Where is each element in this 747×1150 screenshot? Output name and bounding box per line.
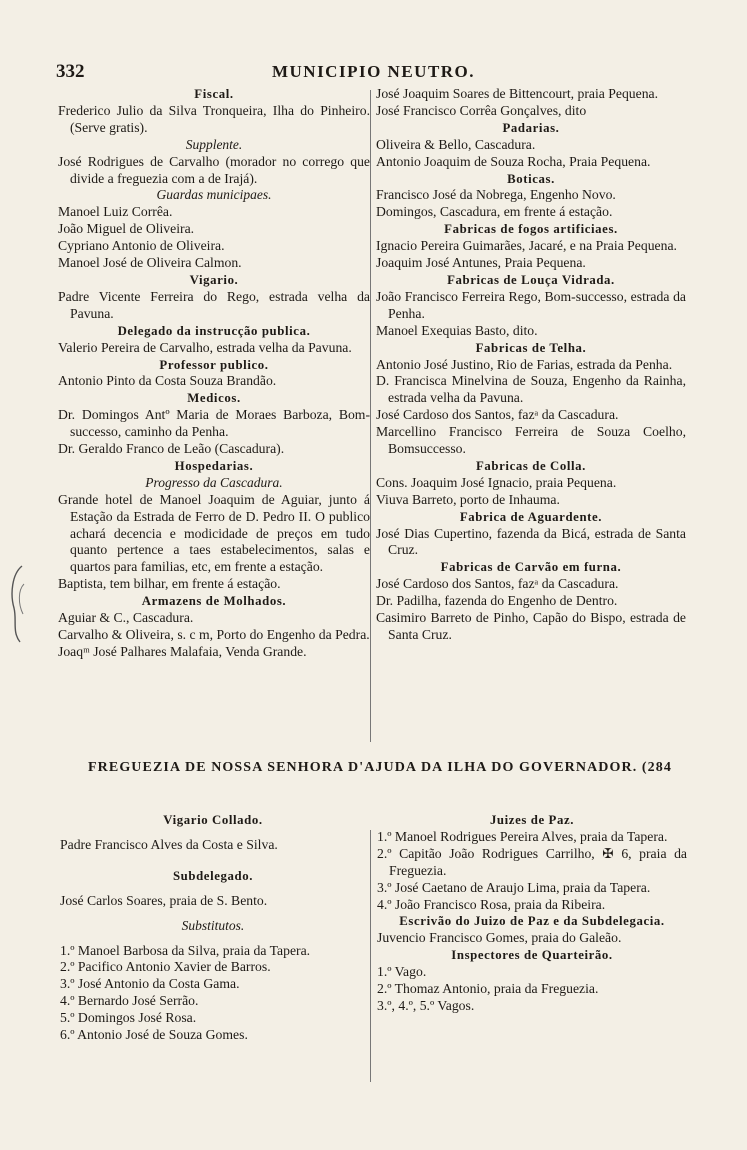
list-item: José Cardoso dos Santos, fazᵃ da Cascadura. (376, 407, 619, 423)
list-item: José Francisco Corrêa Gonçalves, dito (376, 102, 587, 118)
left-column (58, 86, 370, 661)
section-heading: Vigario. (189, 272, 239, 287)
list-item: José Joaquim Soares de Bittencourt, praia Pequena. (376, 86, 659, 101)
list-item: Grande hotel de Manoel Joaquim de Aguiar, junto á Estação da Estrada de Ferro de D. Pedro II. O publico achará decencia e modicidade de preços em tudo quanto pertence a taes estabelecimentos, salas e quartos para familias, etc, em frente a estação. (58, 491, 370, 575)
list-item: Dr. Padilha, fazenda do Engenho de Dentro. (376, 593, 618, 609)
list-item: Oliveira & Bello, Cascadura. (376, 136, 536, 152)
list-item: Antonio Joaquim de Souza Rocha, Praia Pequena. (376, 153, 651, 169)
subheading: Guardas municipaes. (156, 187, 272, 203)
list-item: 3.º José Antonio da Costa Gama. (60, 976, 240, 992)
list-item: Baptista, tem bilhar, em frente á estação. (58, 576, 281, 592)
spacer (60, 854, 366, 868)
section-heading: Padarias. (502, 120, 560, 135)
section-heading: Fabricas de Carvão em furna. (440, 560, 622, 575)
section-heading: Fabricas de Telha. (475, 340, 587, 355)
section-heading: Subdelegado. (172, 868, 254, 883)
section-heading: Medicos. (187, 391, 241, 406)
list-item: 6.º Antonio José de Souza Gomes. (60, 1027, 248, 1043)
bottom-right-column (377, 812, 687, 1015)
list-item: José Cardoso dos Santos, fazᵃ da Cascadura. (376, 576, 619, 592)
list-item: Joaqᵐ José Palhares Malafaia, Venda Grande. (58, 643, 307, 659)
list-item: 3.º, 4.º, 5.º Vagos. (377, 997, 475, 1013)
section-heading: Fabrica de Aguardente. (459, 509, 603, 524)
list-item: Ignacio Pereira Guimarães, Jacaré, e na Praia Pequena. (376, 238, 677, 254)
subheading: Progresso da Cascadura. (145, 474, 283, 490)
page-header: MUNICIPIO NEUTRO. (271, 62, 476, 81)
list-item: Francisco José da Nobrega, Engenho Novo. (376, 187, 616, 203)
list-item: Manoel Exequias Basto, dito. (376, 322, 538, 338)
list-item: Joaquim José Antunes, Praia Pequena. (376, 255, 586, 271)
subheading: Substitutos. (181, 917, 245, 933)
list-item: João Francisco Ferreira Rego, Bom-successo, estrada da Penha. (376, 288, 686, 321)
column-divider-bottom (370, 830, 371, 1082)
list-item: José Rodrigues de Carvalho (morador no corrego que divide a freguezia com a de Irajá). (58, 153, 370, 186)
section-heading: Inspectores de Quarteirão. (451, 948, 613, 963)
list-item: 2.º Capitão João Rodrigues Carrilho, ✠ 6, praia da Freguezia. (377, 845, 687, 878)
list-item: Frederico Julio da Silva Tronqueira, Ilha do Pinheiro. (Serve gratis). (58, 102, 370, 135)
list-item: Manoel José de Oliveira Calmon. (58, 255, 242, 271)
section-heading: Fabricas de fogos artificiaes. (444, 222, 618, 237)
list-item: Padre Vicente Ferreira do Rego, estrada velha da Pavuna. (58, 288, 370, 321)
spacer (60, 910, 366, 918)
section-heading: Fiscal. (194, 87, 234, 101)
list-item: 1.º Manoel Barbosa da Silva, praia da Tapera. (60, 942, 311, 958)
list-item: D. Francisca Minelvina de Souza, Engenho da Rainha, estrada velha da Pavuna. (376, 373, 686, 406)
list-item: 4.º Bernardo José Serrão. (60, 993, 199, 1009)
list-item: João Miguel de Oliveira. (58, 221, 195, 237)
page-number: 332 (56, 61, 85, 82)
list-item: 4.º João Francisco Rosa, praia da Ribeira. (377, 896, 606, 912)
column-divider (370, 90, 371, 742)
section-heading: Professor publico. (159, 357, 269, 372)
list-item: Manoel Luiz Corrêa. (58, 204, 173, 220)
list-item: Marcellino Francisco Ferreira de Souza Coelho, Bomsuccesso. (376, 424, 686, 457)
list-item: 3.º José Caetano de Araujo Lima, praia da Tapera. (377, 879, 651, 895)
list-item: Aguiar & C., Cascadura. (58, 610, 194, 626)
section-heading: Juizes de Paz. (489, 813, 575, 827)
list-item: Dr. Geraldo Franco de Leão (Cascadura). (58, 441, 285, 457)
list-item: 2.º Thomaz Antonio, praia da Freguezia. (377, 981, 599, 997)
spacer (60, 829, 366, 837)
list-item: Domingos, Cascadura, em frente á estação. (376, 204, 613, 220)
section-heading: Escrivão do Juizo de Paz e da Subdelegacia. (399, 914, 665, 929)
list-item: Valerio Pereira de Carvalho, estrada velha da Pavuna. (58, 339, 352, 355)
section-heading: Delegado da instrucção publica. (117, 323, 311, 338)
section-heading: Fabricas de Colla. (476, 458, 586, 473)
section-heading: Fabricas de Louça Vidrada. (447, 272, 615, 287)
list-item: Antonio José Justino, Rio de Farias, estrada da Penha. (376, 356, 673, 372)
list-item: 1.º Vago. (377, 964, 427, 980)
bottom-left-column (60, 812, 366, 1044)
list-item: José Carlos Soares, praia de S. Bento. (60, 892, 268, 908)
list-item: Cypriano Antonio de Oliveira. (58, 238, 225, 254)
list-item: José Dias Cupertino, fazenda da Bicá, estrada de Santa Cruz. (376, 525, 686, 558)
subheading: Supplente. (185, 136, 243, 152)
section-heading: Armazens de Molhados. (141, 594, 287, 609)
list-item: 1.º Manoel Rodrigues Pereira Alves, praia da Tapera. (377, 828, 668, 844)
right-column (376, 86, 686, 644)
list-item: 5.º Domingos José Rosa. (60, 1010, 197, 1026)
list-item: Dr. Domingos Antº Maria de Moraes Barboza, Bom-successo, caminho da Penha. (58, 407, 370, 440)
binding-hole-mark (8, 564, 30, 644)
list-item: Cons. Joaquim José Ignacio, praia Pequena. (376, 474, 617, 490)
section-heading: Vigario Collado. (163, 813, 263, 827)
spacer (60, 885, 366, 893)
section-heading: Hospedarias. (174, 458, 254, 473)
list-item: 2.º Pacifico Antonio Xavier de Barros. (60, 959, 271, 975)
list-item: Padre Francisco Alves da Costa e Silva. (60, 836, 278, 852)
section-title: FREGUEZIA DE NOSSA SENHORA D'AJUDA DA ILHA DO GOVERNADOR. (284 (88, 760, 672, 775)
spacer (60, 935, 366, 943)
list-item: Antonio Pinto da Costa Souza Brandão. (58, 373, 277, 389)
list-item: Viuva Barreto, porto de Inhauma. (376, 491, 560, 507)
list-item: Carvalho & Oliveira, s. c m, Porto do Engenho da Pedra. (58, 627, 370, 642)
list-item: Juvencio Francisco Gomes, praia do Galeão. (377, 930, 622, 946)
list-item: Casimiro Barreto de Pinho, Capão do Bispo, estrada de Santa Cruz. (376, 610, 686, 642)
section-heading: Boticas. (507, 171, 555, 186)
